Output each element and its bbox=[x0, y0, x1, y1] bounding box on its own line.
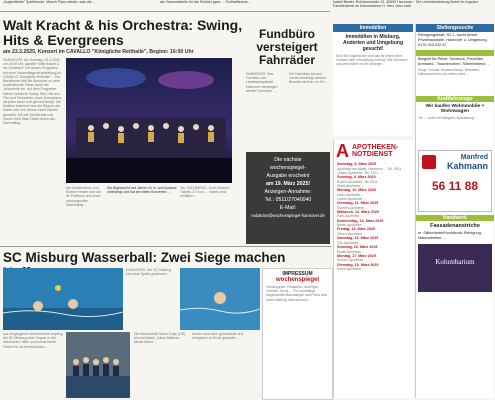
next-issue-box bbox=[246, 152, 330, 244]
pharmacy-date: Mittwoch, 12. März 2025 bbox=[337, 209, 379, 214]
pharmacy-entry: Sonnen-Apotheke ... bbox=[337, 205, 368, 210]
sc-col1: Am vergangenen Wochenende empfing der SC Misburg zwei Gegner in der heimischen Halle und konnte beide Partien für sich entscheiden ... bbox=[3, 332, 63, 349]
kraft-heading: Kraftfahrzeuge bbox=[416, 96, 494, 102]
promo-line: E-Mail: bbox=[279, 205, 297, 211]
pharmacy-entry: Park-Apotheke ... bbox=[337, 214, 364, 219]
pharmacy-entry: Apotheke am Markt, Hannover ... Tel. 0511 ... Linden-Apotheke, Tel. 0511 ... bbox=[337, 166, 405, 175]
pharmacy-entry: Adler-Apotheke ... Löwen-Apotheke ... bbox=[337, 192, 367, 201]
pharmacy-date: Dienstag, 18. März 2025 bbox=[337, 262, 379, 267]
pharmacy-entry: Kronen-Apotheke ... bbox=[337, 258, 368, 263]
promo-line: Tel.: 0511/27040040 bbox=[264, 197, 312, 203]
pharmacy-date: Freitag, 14. März 2025 bbox=[337, 227, 376, 232]
stellengesuche-text: Reinigungskraft, 50 J., sucht Arbeit, Privathaushalte, Hannover u. Umgebung. 0176 323 032 57 bbox=[418, 33, 488, 47]
top-strip-left: „Augenblicke" Spielfreude. Manch Pyko wieder, was die... bbox=[3, 0, 95, 4]
pharmacy-date: Donnerstag, 13. März 2025 bbox=[337, 218, 384, 223]
pharmacy-date: Samstag, 15. März 2025 bbox=[337, 236, 379, 241]
promo-link[interactable]: redaktion@wochenspiegel-hannover.de bbox=[251, 213, 325, 218]
kahmann-name1: Manfred bbox=[460, 153, 488, 161]
pharmacy-a-icon: A bbox=[336, 141, 349, 161]
immobilien-box bbox=[333, 24, 413, 136]
kraft-text: Wir kaufen Wohnmobile + Wohnwagen bbox=[425, 103, 485, 114]
handwerk-title: Fassadenanstriche bbox=[430, 222, 480, 229]
main-col3: Tel.: 0511/860067, Gold-Gedeck-Tickets: 37 Euro ... Karten sind erhältlich ... bbox=[180, 186, 230, 199]
impressum-box bbox=[262, 268, 333, 400]
promo-line: Die nächste bbox=[274, 157, 302, 163]
main-headline: Walt Kracht & his Orchestra: Swing, Hits & Evergreens bbox=[3, 17, 243, 48]
pharmacy-entry: Hirsch-Apotheke ... bbox=[337, 231, 366, 236]
fundbuero-col2: Die Fahrräder können vorher besichtigt werden. Bezahlt wird bar vor Ort ... bbox=[289, 72, 329, 85]
handwerk-text: m. Silikonfarbe/Hochdruck-Reinigung, Malerarbeiten, ... bbox=[418, 230, 482, 240]
sc-col3: Die Mannschaft Simon Golly (TW), Ahmad Mahdi, Julian Bellasso, Niklas Ahlert ... bbox=[134, 332, 187, 345]
promo-line: wochenspiegel- bbox=[269, 165, 307, 171]
sc-col-a: HANNOVER. Der SC Misburg hat seine Spiele gewonnen ... bbox=[126, 268, 172, 277]
top-strip-right: Isabel Bester, Ruhlakestraße 13, 30559 Hannover · Die Urnenbeisetzung findet im engsten Familienkreis im Kolumbarium H. Herz Jesu statt. bbox=[333, 0, 478, 9]
divider bbox=[0, 246, 331, 247]
impressum-heading: IMPRESSUM bbox=[282, 271, 313, 277]
kraft-more: Tel. ... auch mit Mängeln, Barzahlung ... bbox=[418, 115, 478, 120]
top-strip-mid: der Sammelstelle für die Schüler ganz ... Fußballteams ... bbox=[160, 0, 252, 4]
concert-photo bbox=[66, 58, 232, 183]
sc-headline: SC Misburg Wasserball: Zwei Siege machen bbox=[3, 250, 286, 265]
pharmacy-entry: Markt-Apotheke ... bbox=[337, 249, 365, 254]
sc-col4: Konter dann aber grundsolide und erfolgreich zu Ende gebracht ... bbox=[192, 332, 244, 341]
main-col1: HANNOVER. Am Sonntag, 23.3.2025, um 16:00 Uhr, gastiert "Walt Kracht & his Orchestra" mit neuem Programm auf einer Nachmittagsveranstaltung im CAVALLO "Königliche Reithalle"... Der Bandleader lädt die Besucher zu einer musikalischen Reise durch die Jahrzehnte ein. Auf dem Programm stehen bekannte Swing-Titel, Hits aus Film und Fernsehen sowie Evergreens, die jeder kennt und gerne mitsingt. Die Musiker stammen aus der Region und haben sich seit Jahren einen Namen gemacht. Mit viel Spielfreude und Humor führt Walt Kracht durch den Nachmittag... bbox=[3, 58, 62, 126]
pharmacy-date: Sonntag, 9. März 2025 bbox=[337, 175, 376, 179]
pharmacy-entry: Eulen-Apotheke ... bbox=[337, 267, 365, 272]
pharmacy-date: Dienstag, 11. März 2025 bbox=[337, 201, 379, 205]
fundbuero-col1: HANNOVER. Das Fundbüro der Landeshauptstadt Hannover versteigert wieder Fahrräder ... bbox=[246, 72, 278, 93]
team-photo bbox=[66, 332, 130, 398]
kahmann-logo-icon bbox=[422, 155, 436, 169]
promo-line: Ausgabe erscheint bbox=[266, 173, 310, 179]
kahmann-name2: Kahmann bbox=[446, 160, 488, 171]
photo-caption: Die Bigband ist seit Jahren im In- und Ausland unterwegs und hat bei vielen Konzerten ... bbox=[107, 186, 177, 195]
divider bbox=[0, 11, 330, 12]
pharmacy-date: Sonntag, 16. März 2025 bbox=[337, 244, 378, 249]
pharmacy-entry: Rosen-Apotheke, Tel. 0511 ... Stadt-Apotheke ... bbox=[337, 179, 382, 188]
pharmacy-header bbox=[334, 140, 414, 162]
immobilien-body: Sind Sie Eigentümer und das ist Ihnen beim Verkauf oder Vermietung wichtig? Wir kümmern uns persönlich um Ihr Anliegen ... bbox=[336, 54, 408, 67]
impressum-brand: wochenspiegel bbox=[275, 277, 319, 283]
immobilien-heading: Immobilien bbox=[333, 24, 413, 32]
kahmann-ad[interactable] bbox=[418, 150, 492, 212]
pharmacy-title-1: APOTHEKEN- bbox=[352, 144, 399, 151]
pharmacy-panel bbox=[333, 140, 414, 398]
kahmann-phone[interactable]: 56 11 88 bbox=[431, 178, 479, 193]
fundbuero-headline: Fundbüro versteigert Fahrräder bbox=[256, 27, 318, 67]
main-subhead: am 23.3.2025, Konzert im CAVALLO "Königliche Reithalle", Beginn: 16:00 Uhr bbox=[3, 49, 194, 55]
buero-text: Bargeld für Pelze, Schmuck, Porzellan, Armband-, Taschenuhren, Silberbesteck ... bbox=[418, 57, 490, 67]
pharmacy-title-2: NOTDIENST bbox=[352, 151, 393, 158]
waterpolo-photo-1 bbox=[3, 268, 123, 330]
immobilien-text: Immobilien in Misburg, Anderten und Umgebung gesucht! bbox=[343, 34, 403, 52]
buero-more: Krüge, Kristall, Modeschmuck, Bernstein, Nähmaschinen und vieles mehr ... bbox=[418, 67, 480, 77]
impressum-body: Herausgeber, Redaktion, Anzeigen, Vertrieb, Druck ... Für unverlangt eingesandte Manuskripte und Fotos wird keine Haftung übernommen ... bbox=[266, 285, 328, 302]
promo-line: am 19. März 2025! bbox=[265, 181, 311, 187]
main-col2: Die Musikerinnen und Musiker freuen sich auf ihr Publikum und einen schwungvollen Nachmittag ... bbox=[66, 186, 102, 207]
promo-line: Anzeigen-Annahme: bbox=[264, 189, 312, 195]
waterpolo-photo-2 bbox=[180, 268, 260, 330]
pharmacy-date: Montag, 17. März 2025 bbox=[337, 253, 376, 258]
stellengesuche-heading: Stellengesuche bbox=[416, 24, 494, 32]
pharmacy-date: Montag, 10. März 2025 bbox=[337, 188, 376, 192]
kolumbarium-ad[interactable] bbox=[418, 244, 492, 292]
pharmacy-date: Samstag, 8. März 2025 bbox=[337, 162, 377, 166]
handwerk-heading: Handwerk bbox=[416, 215, 494, 221]
pharmacy-entry: Bären-Apotheke ... bbox=[337, 223, 366, 228]
kolumbarium-label: Kolumbarium bbox=[435, 257, 475, 266]
right-classifieds bbox=[415, 24, 494, 398]
pharmacy-entry: City-Apotheke ... bbox=[337, 240, 363, 245]
